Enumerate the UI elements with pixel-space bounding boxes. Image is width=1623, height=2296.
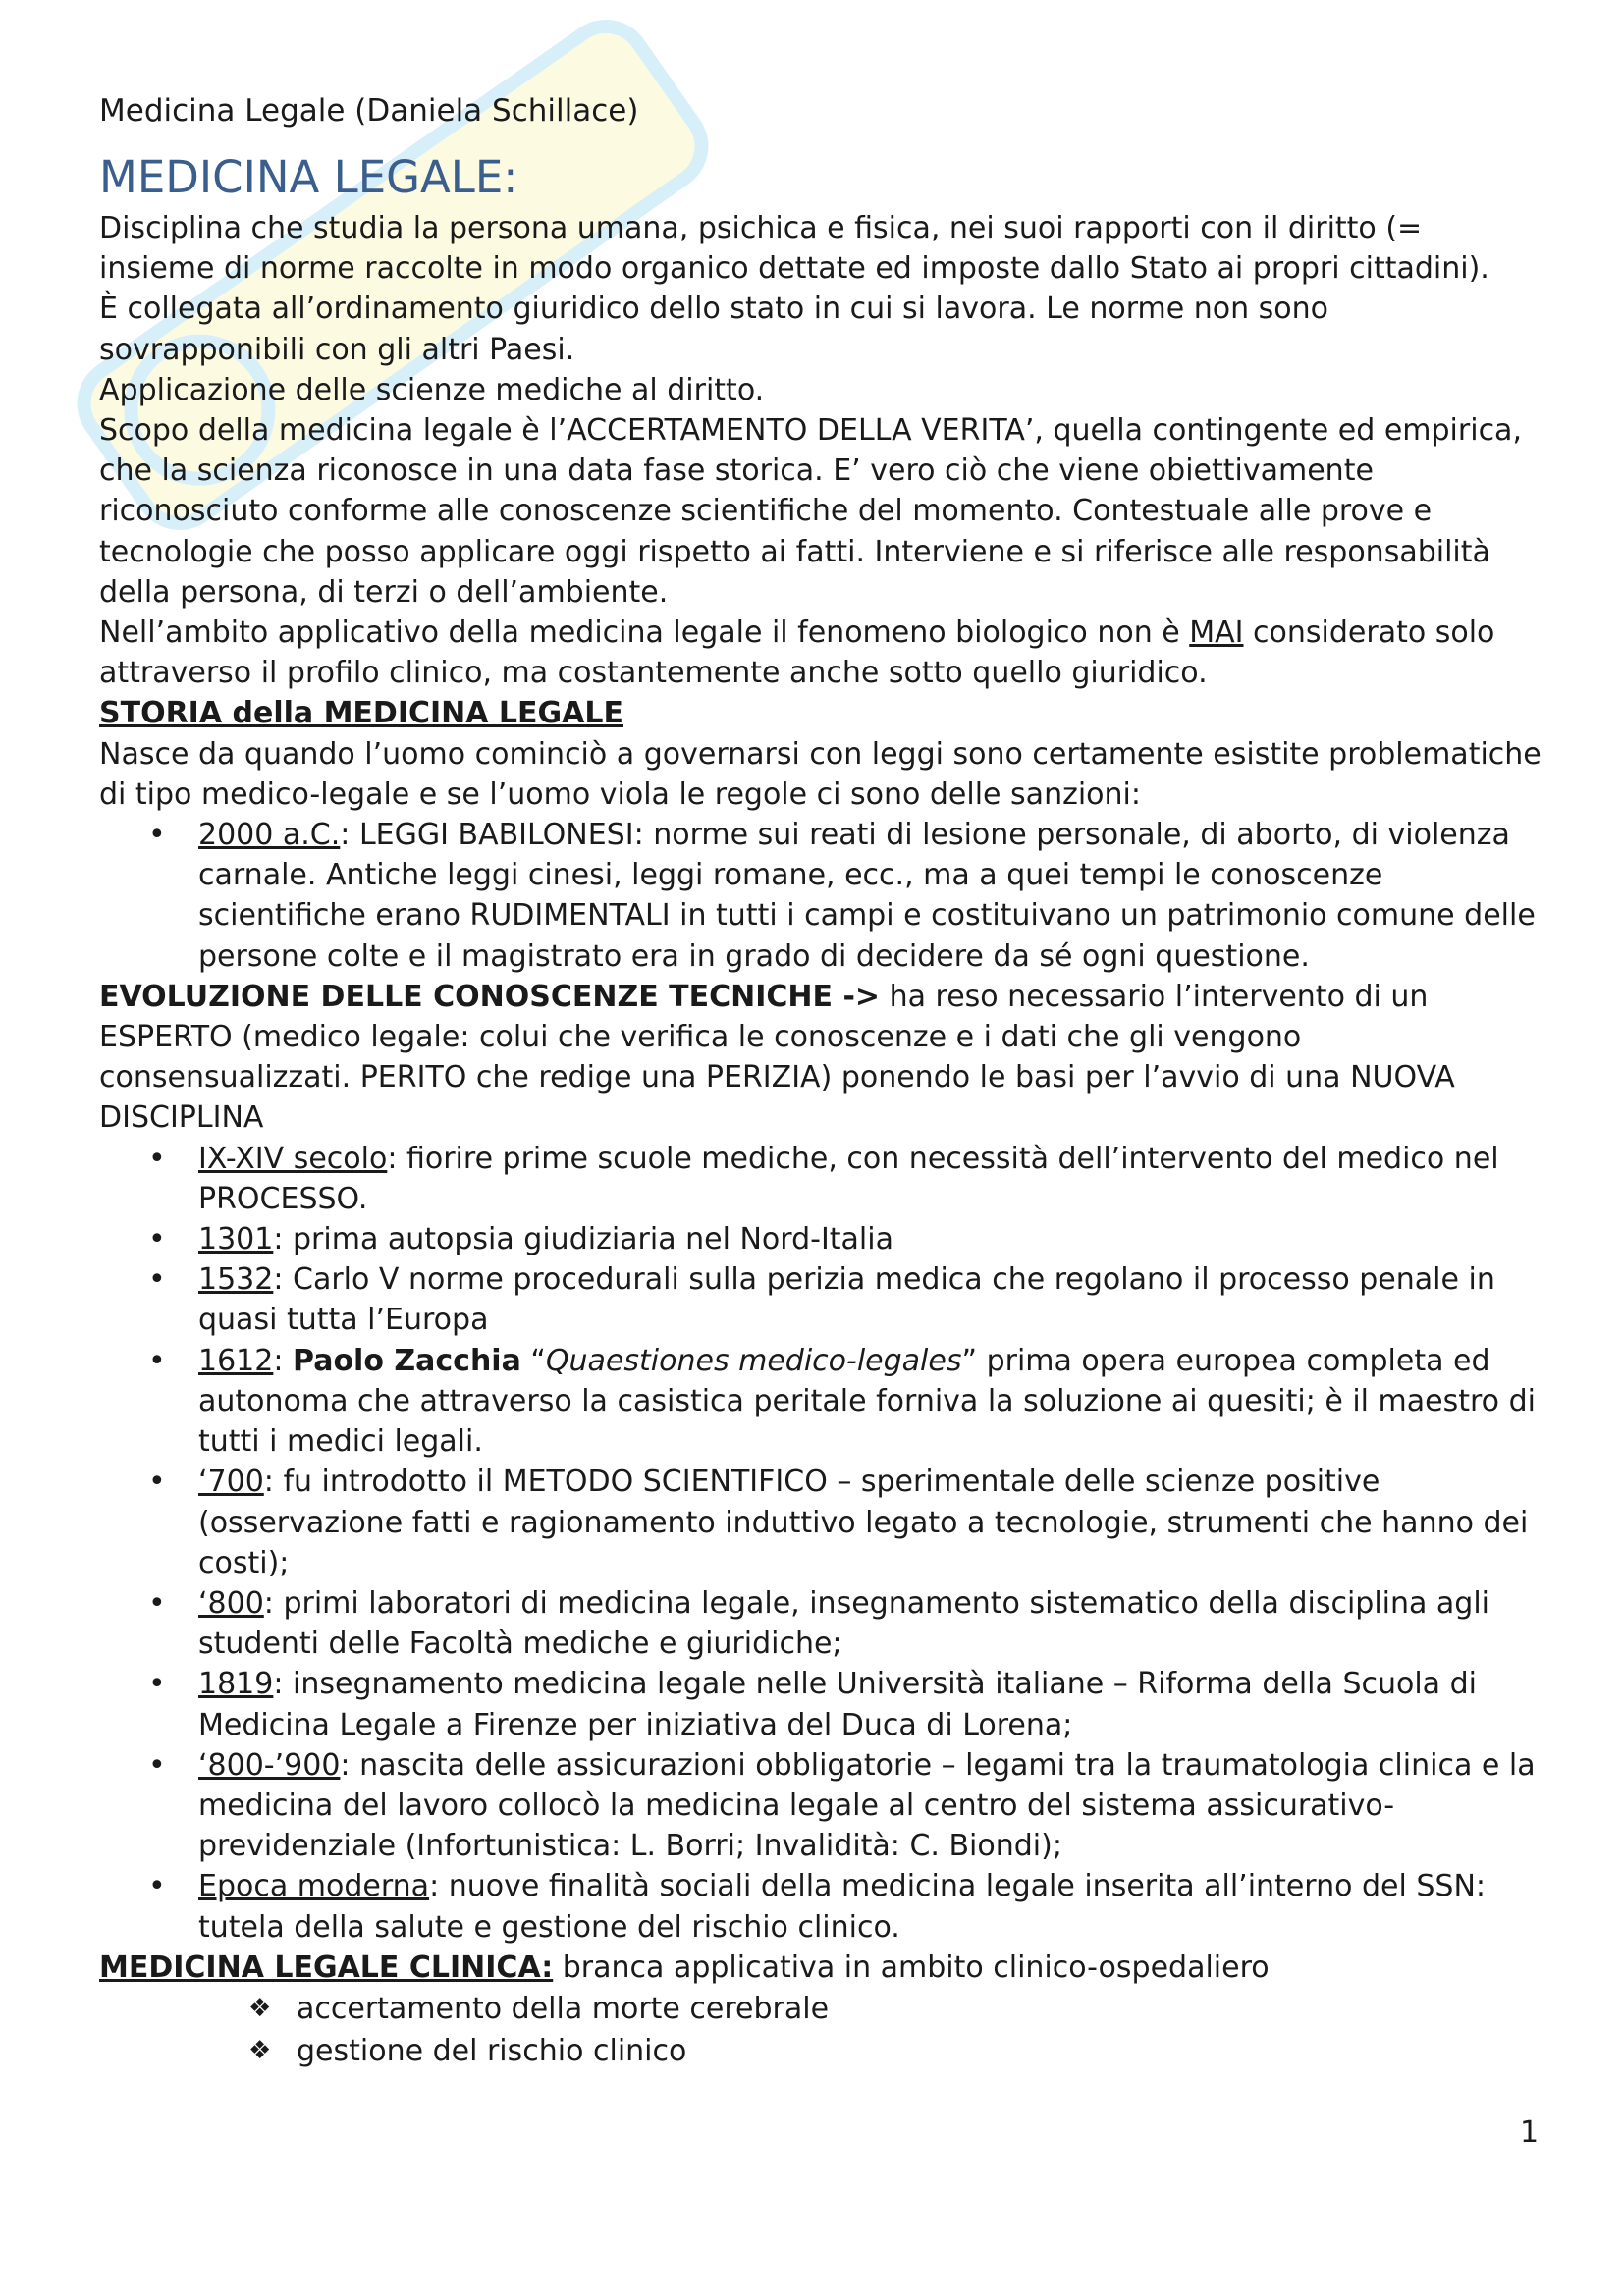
item-date: ‘800-’900 <box>198 1747 341 1783</box>
list-item <box>99 1988 1542 2030</box>
list-item <box>99 1462 1542 1583</box>
item-date: 1612 <box>198 1343 274 1378</box>
list-item <box>99 1664 1542 1744</box>
ambito-emphasis: MAI <box>1189 615 1244 651</box>
item-text: : Carlo V norme procedurali sulla perizia medica che regolano il processo penale in quasi tutta l’Europa <box>198 1262 1495 1338</box>
ambito-text: considerato solo attraverso il profilo clinico, ma costantemente anche sotto quello giuridico. <box>99 615 1495 691</box>
bullet-icon: • <box>148 1465 166 1500</box>
list-item <box>99 1219 1542 1259</box>
bullet-icon: • <box>148 1343 166 1378</box>
list-item <box>99 1745 1542 1867</box>
item-date: IX-XIV secolo <box>198 1141 388 1176</box>
list-item <box>99 1866 1542 1947</box>
clinica-text: branca applicativa in ambito clinico-ospedaliero <box>553 1949 1270 1985</box>
evoluzione-paragraph <box>99 977 1542 1139</box>
evoluzione-section <box>99 977 1542 1948</box>
book-title: Quaestiones medico-legales <box>545 1343 962 1378</box>
evoluzione-heading: EVOLUZIONE DELLE CONOSCENZE TECNICHE -> <box>99 979 881 1014</box>
item-text: : LEGGI BABILONESI: norme sui reati di lesione personale, di aborto, di violenza carnale. Antiche leggi cinesi, leggi romane, ecc., ma a quei tempi le conoscenze scientifiche erano RUDIMENTALI in tutti i campi e costituivano un patrimonio comune delle persone colte e il magistrato era in grado di decidere da sé ogni questione. <box>198 818 1536 974</box>
list-item <box>99 1259 1542 1340</box>
bullet-icon: • <box>148 1747 166 1783</box>
document-page <box>99 90 1542 2072</box>
page-number: 1 <box>1520 2115 1540 2150</box>
bullet-icon: • <box>148 1585 166 1621</box>
item-text: : nuove finalità sociali della medicina legale inserita all’interno del SSN: tutela della salute e gestione del rischio clinico. <box>198 1869 1487 1945</box>
item-text: accertamento della morte cerebrale <box>297 1991 830 2026</box>
diamond-bullet-icon: ❖ <box>248 1993 272 2023</box>
document-header: Medicina Legale (Daniela Schillace) <box>99 93 639 129</box>
item-date: 1301 <box>198 1222 274 1257</box>
intro-paragraph: Applicazione delle scienze mediche al diritto. <box>99 372 765 407</box>
item-text: ” prima opera europea completa ed autonoma che attraverso la casistica peritale forniva la soluzione ai quesiti; è il maestro di tutti i medici legali. <box>198 1343 1536 1460</box>
item-text: : <box>273 1343 294 1378</box>
item-date: ‘700 <box>198 1465 264 1500</box>
item-text: : prima autopsia giudiziaria nel Nord-Italia <box>273 1222 893 1257</box>
author-name: Paolo Zacchia <box>293 1343 521 1378</box>
bullet-icon: • <box>148 1667 166 1702</box>
intro-paragraph: Disciplina che studia la persona umana, psichica e fisica, nei suoi rapporti con il diritto (= insieme di norme raccolte in modo organico dettate ed imposte dallo Stato ai propri cittadini). <box>99 211 1489 287</box>
intro-section <box>99 208 1542 693</box>
list-item <box>99 1139 1542 1219</box>
item-date: 2000 a.C. <box>198 818 341 853</box>
item-text: : fiorire prime scuole mediche, con necessità dell’intervento del medico nel PROCESSO. <box>198 1141 1499 1216</box>
evoluzione-text: ha reso necessario l’intervento di un ESPERTO (medico legale: colui che verifica le conoscenze e i dati che gli vengono consensualizzati. PERITO che redige una PERIZIA) ponendo le basi per l’avvio di una NUOVA DISCIPLINA <box>99 979 1455 1136</box>
ambito-paragraph <box>99 613 1542 693</box>
bullet-icon: • <box>148 1869 166 1904</box>
item-text: “ <box>520 1343 546 1378</box>
storia-section <box>99 693 1542 976</box>
bullet-icon: • <box>148 1262 166 1298</box>
item-text: : insegnamento medicina legale nelle Università italiane – Riforma della Scuola di Medicina Legale a Firenze per iniziativa del Duca di Lorena; <box>198 1667 1477 1742</box>
storia-list <box>99 815 1542 977</box>
list-item <box>99 815 1542 977</box>
bullet-icon: • <box>148 1141 166 1176</box>
storia-text: Nasce da quando l’uomo cominciò a governarsi con leggi sono certamente esistite problematiche di tipo medico-legale e se l’uomo viola le regole ci sono delle sanzioni: <box>99 736 1542 812</box>
bullet-icon: • <box>148 1222 166 1257</box>
ambito-text: Nell’ambito applicativo della medicina legale il fenomeno biologico non è <box>99 615 1190 651</box>
list-item <box>99 2030 1542 2072</box>
page-title: MEDICINA LEGALE: <box>99 151 518 203</box>
intro-paragraph: Scopo della medicina legale è l’ACCERTAMENTO DELLA VERITA’, quella contingente ed empirica, che la scienza riconosce in una data fase storica. E’ vero ciò che viene obiettivamente riconosciuto conforme alle conoscenze scientifiche del momento. Contestuale alle prove e tecnologie che posso applicare oggi rispetto ai fatti. Interviene e si riferisce alle responsabilità della persona, di terzi o dell’ambiente. <box>99 413 1522 610</box>
item-date: ‘800 <box>198 1585 264 1621</box>
list-item <box>99 1583 1542 1664</box>
item-text: : fu introdotto il METODO SCIENTIFICO – sperimentale delle scienze positive (osservazione fatti e ragionamento induttivo legato a tecnologie, strumenti che hanno dei costi); <box>198 1465 1529 1580</box>
bullet-icon: • <box>148 818 166 853</box>
intro-paragraph: È collegata all’ordinamento giuridico dello stato in cui si lavora. Le norme non sono sovrapponibili con gli altri Paesi. <box>99 292 1328 367</box>
item-text: gestione del rischio clinico <box>297 2033 687 2068</box>
item-date: 1532 <box>198 1262 274 1298</box>
item-date: 1819 <box>198 1667 274 1702</box>
timeline-list <box>99 1139 1542 1948</box>
clinica-heading: MEDICINA LEGALE CLINICA: <box>99 1949 554 1985</box>
item-text: : primi laboratori di medicina legale, insegnamento sistematico della disciplina agli studenti delle Facoltà mediche e giuridiche; <box>198 1585 1490 1662</box>
clinica-paragraph <box>99 1948 1542 1988</box>
item-date: Epoca moderna <box>198 1869 430 1904</box>
diamond-bullet-icon: ❖ <box>248 2035 272 2065</box>
storia-heading: STORIA della MEDICINA LEGALE <box>99 696 623 731</box>
clinica-list <box>99 1988 1542 2072</box>
item-text: : nascita delle assicurazioni obbligatorie – legami tra la traumatologia clinica e la medicina del lavoro collocò la medicina legale al centro del sistema assicurativo-previdenziale (Infortunistica: L. Borri; Invalidità: C. Biondi); <box>198 1747 1536 1864</box>
clinica-section <box>99 1948 1542 2072</box>
list-item <box>99 1341 1542 1463</box>
